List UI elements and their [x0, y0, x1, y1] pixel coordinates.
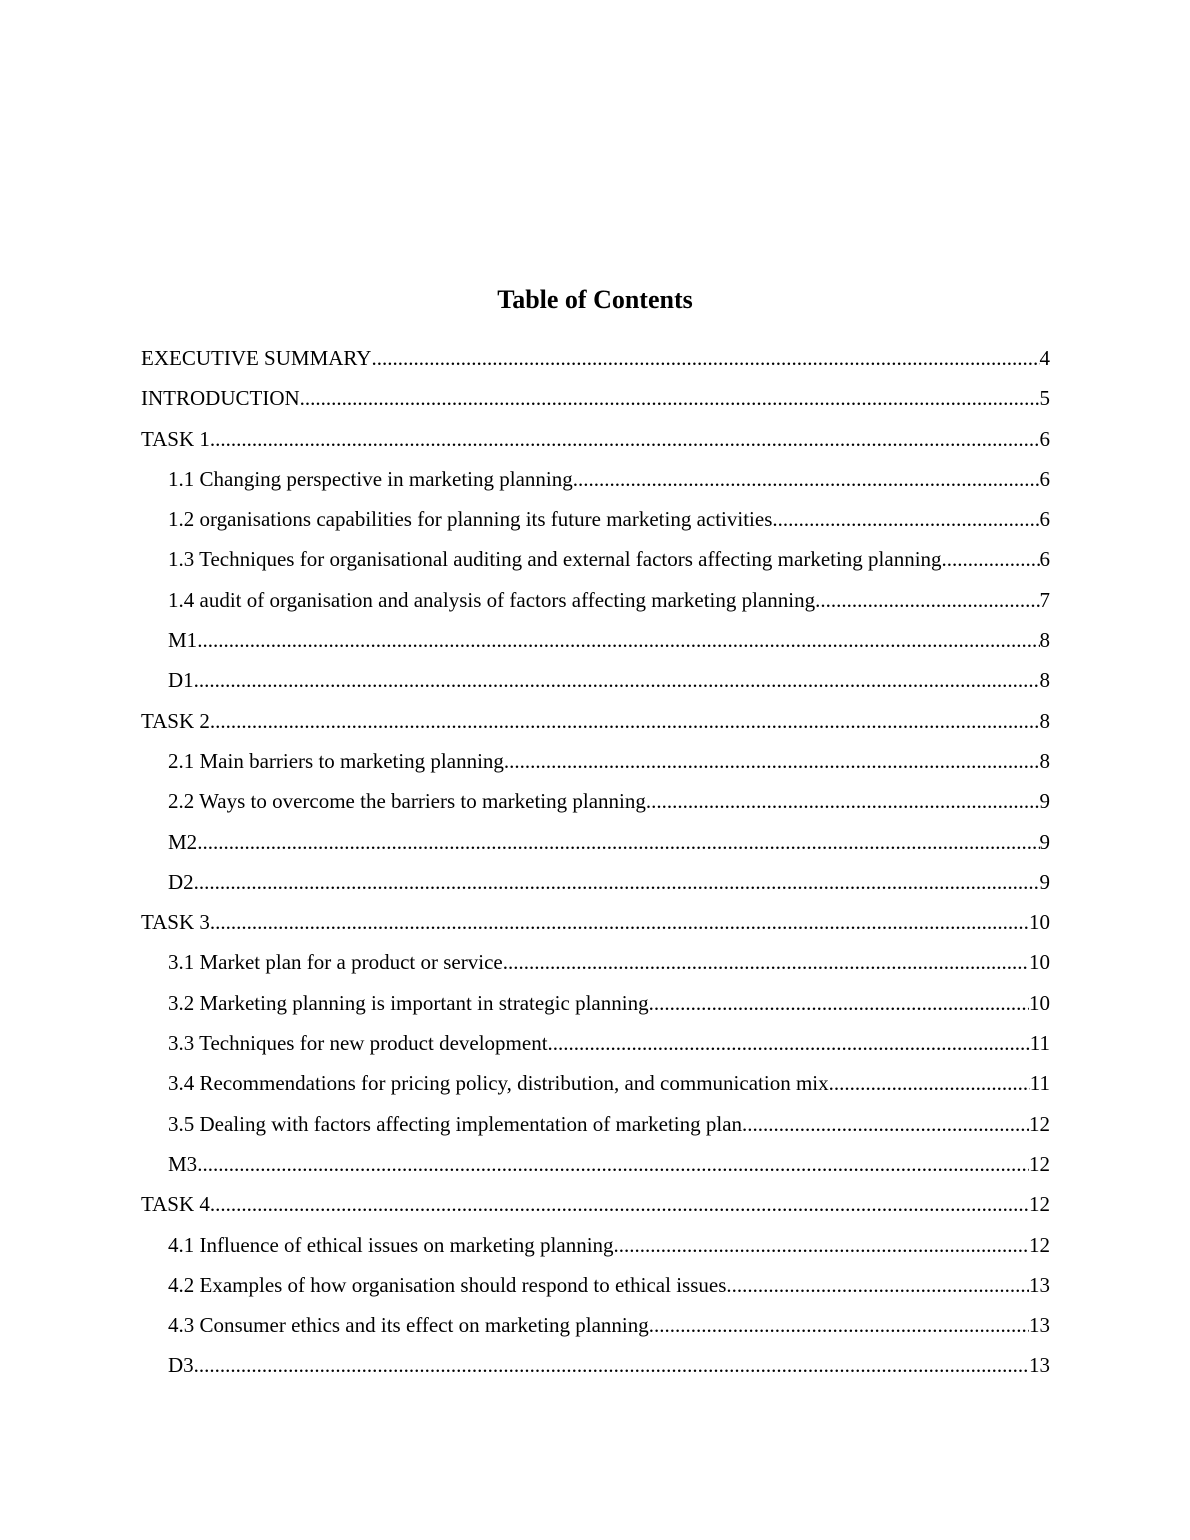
toc-dot-leader: [646, 781, 1040, 821]
toc-entry-page-number: 6: [1039, 426, 1050, 451]
toc-entry-page-number: 8: [1039, 748, 1050, 773]
toc-dot-leader: [649, 1305, 1029, 1345]
toc-entry-page-number: 5: [1039, 386, 1050, 411]
toc-entry-page-number: 12: [1029, 1111, 1050, 1136]
toc-entry-page-number: 10: [1029, 990, 1050, 1015]
toc-entry-label: 3.3 Techniques for new product development: [168, 1031, 548, 1056]
toc-entry-page-number: 8: [1039, 628, 1050, 653]
toc-entry-page-number: 12: [1029, 1232, 1050, 1257]
toc-entry-label: 4.3 Consumer ethics and its effect on marketing planning: [168, 1313, 649, 1338]
toc-dot-leader: [829, 1063, 1030, 1103]
toc-entry-label: 4.2 Examples of how organisation should respond to ethical issues: [168, 1272, 727, 1297]
toc-entry[interactable]: [141, 459, 1050, 499]
toc-entry[interactable]: [141, 1023, 1050, 1063]
toc-dot-leader: [194, 660, 1040, 700]
toc-entry-page-number: 6: [1039, 507, 1050, 532]
toc-dot-leader: [548, 1023, 1030, 1063]
toc-entry-page-number: 9: [1039, 869, 1050, 894]
toc-dot-leader: [573, 459, 1040, 499]
toc-entry-page-number: 9: [1039, 789, 1050, 814]
toc-entry[interactable]: [141, 942, 1050, 982]
toc-entry-page-number: 12: [1029, 1192, 1050, 1217]
toc-entry-page-number: 8: [1039, 708, 1050, 733]
toc-dot-leader: [210, 419, 1040, 459]
toc-entry-page-number: 13: [1029, 1353, 1050, 1378]
toc-dot-leader: [504, 741, 1040, 781]
toc-entry[interactable]: [141, 902, 1050, 942]
toc-entry-label: 1.4 audit of organisation and analysis of factors affecting marketing planning: [168, 587, 816, 612]
toc-entry[interactable]: [141, 862, 1050, 902]
toc-dot-leader: [649, 983, 1029, 1023]
toc-entry-label: 1.2 organisations capabilities for planning its future marketing activities: [168, 507, 773, 532]
toc-dot-leader: [197, 620, 1039, 660]
toc-entry-label: TASK 3: [141, 910, 210, 935]
toc-entry-label: 3.2 Marketing planning is important in strategic planning: [168, 990, 649, 1015]
toc-entry-page-number: 11: [1029, 1031, 1050, 1056]
toc-entry[interactable]: [141, 378, 1050, 418]
toc-entry-label: D3: [168, 1353, 194, 1378]
toc-entry-label: 2.1 Main barriers to marketing planning: [168, 748, 504, 773]
toc-entry-label: TASK 2: [141, 708, 210, 733]
toc-entry-page-number: 9: [1039, 829, 1050, 854]
toc-entry-label: 3.4 Recommendations for pricing policy, distribution, and communication mix: [168, 1071, 829, 1096]
toc-entry-label: D1: [168, 668, 194, 693]
toc-entry[interactable]: [141, 741, 1050, 781]
toc-dot-leader: [772, 499, 1039, 539]
toc-entry-page-number: 6: [1039, 547, 1050, 572]
toc-entry[interactable]: [141, 499, 1050, 539]
toc-dot-leader: [726, 1265, 1029, 1305]
toc-entry[interactable]: [141, 1063, 1050, 1103]
toc-entry[interactable]: [141, 1345, 1050, 1385]
toc-entry-label: 3.5 Dealing with factors affecting implementation of marketing plan: [168, 1111, 743, 1136]
toc-entry-page-number: 11: [1029, 1071, 1050, 1096]
toc-entry[interactable]: [141, 1225, 1050, 1265]
toc-entry-label: INTRODUCTION: [141, 386, 300, 411]
toc-entry-label: 4.1 Influence of ethical issues on marketing planning: [168, 1232, 614, 1257]
toc-entry-page-number: 13: [1029, 1272, 1050, 1297]
toc-entry-label: 1.3 Techniques for organisational auditing and external factors affecting marketing planning.: [168, 547, 947, 572]
toc-entry-page-number: 13: [1029, 1313, 1050, 1338]
toc-entry-label: 3.1 Market plan for a product or service: [168, 950, 503, 975]
toc-entry-page-number: 12: [1029, 1151, 1050, 1176]
toc-entry[interactable]: [141, 660, 1050, 700]
toc-entry-label: M2: [168, 829, 198, 854]
toc-entry-label: D2: [168, 869, 194, 894]
toc-entry[interactable]: [141, 701, 1050, 741]
toc-dot-leader: [194, 862, 1040, 902]
toc-entry-label: M3: [168, 1151, 198, 1176]
toc-entry-page-number: 10: [1029, 910, 1050, 935]
toc-entry-page-number: 6: [1039, 466, 1050, 491]
toc-entry-page-number: 10: [1029, 950, 1050, 975]
toc-entry-label: EXECUTIVE SUMMARY: [141, 346, 372, 370]
toc-dot-leader: [300, 378, 1040, 418]
toc-dot-leader: [371, 338, 1039, 378]
toc-dot-leader: [503, 942, 1029, 982]
toc-entry[interactable]: [141, 822, 1050, 862]
toc-entry[interactable]: [141, 338, 1050, 378]
toc-list: [141, 338, 1050, 1386]
toc-dot-leader: [194, 1345, 1029, 1385]
toc-dot-leader: [815, 580, 1039, 620]
toc-dot-leader: [742, 1104, 1029, 1144]
toc-dot-leader: [210, 902, 1029, 942]
toc-entry[interactable]: [141, 620, 1050, 660]
toc-dot-leader: [197, 1144, 1029, 1184]
toc-entry[interactable]: [141, 1305, 1050, 1345]
toc-dot-leader: [947, 539, 1040, 579]
toc-entry[interactable]: [141, 419, 1050, 459]
toc-dot-leader: [210, 1184, 1029, 1224]
toc-dot-leader: [614, 1225, 1029, 1265]
toc-entry[interactable]: [141, 1265, 1050, 1305]
toc-entry[interactable]: [141, 1184, 1050, 1224]
toc-entry[interactable]: [141, 983, 1050, 1023]
toc-entry[interactable]: [141, 1144, 1050, 1184]
toc-entry-label: 1.1 Changing perspective in marketing planning: [168, 466, 573, 491]
toc-entry-label: 2.2 Ways to overcome the barriers to marketing planning: [168, 789, 646, 814]
toc-entry[interactable]: [141, 781, 1050, 821]
toc-entry-page-number: 7: [1039, 587, 1050, 612]
toc-entry-label: TASK 4: [141, 1192, 210, 1217]
toc-dot-leader: [197, 822, 1039, 862]
toc-dot-leader: [210, 701, 1040, 741]
toc-entry-page-number: 8: [1039, 668, 1050, 693]
toc-entry-label: M1: [168, 628, 198, 653]
toc-entry[interactable]: [141, 539, 1050, 579]
toc-title: Table of Contents: [497, 285, 693, 314]
toc-entry[interactable]: [141, 1104, 1050, 1144]
toc-entry[interactable]: [141, 580, 1050, 620]
toc-entry-page-number: 4: [1039, 346, 1050, 370]
toc-entry-label: TASK 1: [141, 426, 210, 451]
